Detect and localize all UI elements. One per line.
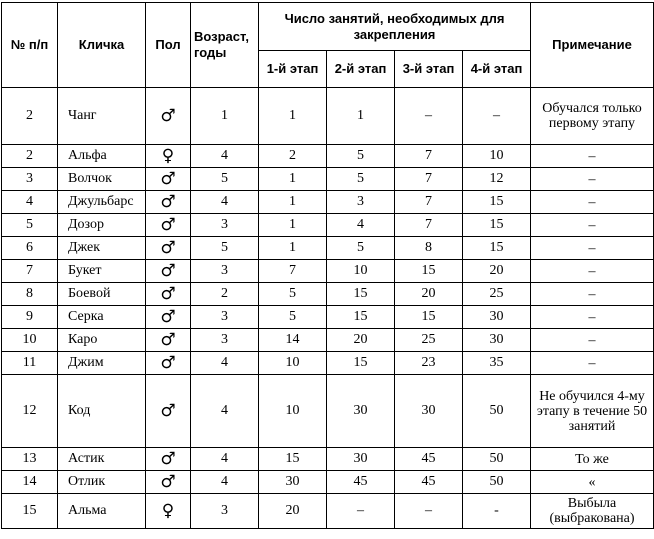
cell-note: То же bbox=[531, 448, 654, 471]
cell-note: – bbox=[531, 306, 654, 329]
cell-num: 7 bbox=[2, 260, 58, 283]
cell-note: – bbox=[531, 168, 654, 191]
cell-s3: 7 bbox=[395, 168, 463, 191]
cell-s2: 10 bbox=[327, 260, 395, 283]
cell-s3: 45 bbox=[395, 471, 463, 494]
header-age: Возраст, годы bbox=[191, 3, 259, 88]
cell-note: – bbox=[531, 260, 654, 283]
cell-name: Альма bbox=[58, 494, 146, 529]
cell-s4: 15 bbox=[463, 214, 531, 237]
cell-name: Джек bbox=[58, 237, 146, 260]
cell-sex: ♂ bbox=[146, 375, 191, 448]
cell-s4: 15 bbox=[463, 237, 531, 260]
cell-s4: 30 bbox=[463, 329, 531, 352]
header-sessions: Число занятий, необходимых для закрепления bbox=[259, 3, 531, 51]
cell-s2: 15 bbox=[327, 306, 395, 329]
cell-s2: 15 bbox=[327, 352, 395, 375]
cell-num: 3 bbox=[2, 168, 58, 191]
header-row-1 bbox=[2, 3, 654, 51]
cell-sex: ♀ bbox=[146, 145, 191, 168]
header-stage2: 2-й этап bbox=[327, 51, 395, 88]
cell-note: « bbox=[531, 471, 654, 494]
cell-num: 15 bbox=[2, 494, 58, 529]
cell-s3: 15 bbox=[395, 260, 463, 283]
cell-name: Каро bbox=[58, 329, 146, 352]
cell-s4: – bbox=[463, 88, 531, 145]
cell-sex: ♂ bbox=[146, 283, 191, 306]
cell-age: 4 bbox=[191, 448, 259, 471]
cell-s3: 7 bbox=[395, 145, 463, 168]
cell-note: – bbox=[531, 191, 654, 214]
cell-note: Выбыла (выбракована) bbox=[531, 494, 654, 529]
cell-s1: 5 bbox=[259, 283, 327, 306]
cell-s1: 2 bbox=[259, 145, 327, 168]
cell-age: 4 bbox=[191, 191, 259, 214]
table-row bbox=[2, 191, 654, 214]
cell-s2: – bbox=[327, 494, 395, 529]
cell-s4: 20 bbox=[463, 260, 531, 283]
cell-age: 5 bbox=[191, 237, 259, 260]
table-body bbox=[2, 88, 654, 529]
cell-note: – bbox=[531, 237, 654, 260]
cell-s2: 5 bbox=[327, 145, 395, 168]
cell-s2: 4 bbox=[327, 214, 395, 237]
cell-s3: 30 bbox=[395, 375, 463, 448]
cell-note: – bbox=[531, 145, 654, 168]
cell-age: 2 bbox=[191, 283, 259, 306]
cell-num: 12 bbox=[2, 375, 58, 448]
cell-age: 4 bbox=[191, 375, 259, 448]
table-row bbox=[2, 237, 654, 260]
cell-num: 9 bbox=[2, 306, 58, 329]
cell-s3: 15 bbox=[395, 306, 463, 329]
cell-age: 3 bbox=[191, 494, 259, 529]
cell-s2: 3 bbox=[327, 191, 395, 214]
cell-s3: 20 bbox=[395, 283, 463, 306]
cell-num: 8 bbox=[2, 283, 58, 306]
header-stage3: 3-й этап bbox=[395, 51, 463, 88]
cell-age: 3 bbox=[191, 260, 259, 283]
cell-num: 4 bbox=[2, 191, 58, 214]
cell-s3: – bbox=[395, 88, 463, 145]
cell-s4: 25 bbox=[463, 283, 531, 306]
cell-s1: 30 bbox=[259, 471, 327, 494]
cell-s3: 7 bbox=[395, 191, 463, 214]
cell-sex: ♂ bbox=[146, 260, 191, 283]
cell-s1: 1 bbox=[259, 168, 327, 191]
cell-note: – bbox=[531, 329, 654, 352]
cell-s2: 1 bbox=[327, 88, 395, 145]
cell-s1: 1 bbox=[259, 214, 327, 237]
cell-sex: ♂ bbox=[146, 352, 191, 375]
cell-note: Не обучился 4-му этапу в течение 50 занятий bbox=[531, 375, 654, 448]
table-row bbox=[2, 306, 654, 329]
cell-s2: 5 bbox=[327, 237, 395, 260]
table-row bbox=[2, 471, 654, 494]
table-row bbox=[2, 283, 654, 306]
cell-s4: 50 bbox=[463, 471, 531, 494]
cell-s1: 10 bbox=[259, 375, 327, 448]
header-note: Примечание bbox=[531, 3, 654, 88]
cell-s3: 45 bbox=[395, 448, 463, 471]
cell-note: – bbox=[531, 283, 654, 306]
cell-age: 4 bbox=[191, 145, 259, 168]
cell-s2: 20 bbox=[327, 329, 395, 352]
cell-name: Дозор bbox=[58, 214, 146, 237]
cell-s2: 15 bbox=[327, 283, 395, 306]
cell-sex: ♂ bbox=[146, 88, 191, 145]
cell-age: 3 bbox=[191, 214, 259, 237]
cell-name: Джульбарс bbox=[58, 191, 146, 214]
cell-s4: 10 bbox=[463, 145, 531, 168]
table-row bbox=[2, 260, 654, 283]
cell-name: Альфа bbox=[58, 145, 146, 168]
table-row bbox=[2, 494, 654, 529]
cell-s1: 5 bbox=[259, 306, 327, 329]
cell-name: Код bbox=[58, 375, 146, 448]
cell-name: Астик bbox=[58, 448, 146, 471]
cell-age: 1 bbox=[191, 88, 259, 145]
cell-name: Чанг bbox=[58, 88, 146, 145]
cell-num: 6 bbox=[2, 237, 58, 260]
cell-s2: 30 bbox=[327, 448, 395, 471]
table-row bbox=[2, 329, 654, 352]
cell-name: Букет bbox=[58, 260, 146, 283]
cell-num: 11 bbox=[2, 352, 58, 375]
table-row bbox=[2, 88, 654, 145]
cell-sex: ♂ bbox=[146, 471, 191, 494]
table-row bbox=[2, 168, 654, 191]
cell-sex: ♂ bbox=[146, 214, 191, 237]
cell-sex: ♂ bbox=[146, 191, 191, 214]
cell-note: – bbox=[531, 352, 654, 375]
cell-s3: 7 bbox=[395, 214, 463, 237]
cell-name: Боевой bbox=[58, 283, 146, 306]
cell-s2: 45 bbox=[327, 471, 395, 494]
cell-note: – bbox=[531, 214, 654, 237]
cell-s1: 7 bbox=[259, 260, 327, 283]
cell-s1: 10 bbox=[259, 352, 327, 375]
table-row bbox=[2, 375, 654, 448]
cell-s3: 8 bbox=[395, 237, 463, 260]
cell-num: 5 bbox=[2, 214, 58, 237]
header-stage1: 1-й этап bbox=[259, 51, 327, 88]
cell-name: Джим bbox=[58, 352, 146, 375]
cell-sex: ♂ bbox=[146, 306, 191, 329]
cell-s1: 20 bbox=[259, 494, 327, 529]
table-row bbox=[2, 214, 654, 237]
table-row bbox=[2, 145, 654, 168]
table-row bbox=[2, 448, 654, 471]
cell-s2: 30 bbox=[327, 375, 395, 448]
training-table bbox=[1, 2, 654, 529]
cell-age: 3 bbox=[191, 306, 259, 329]
cell-s4: 35 bbox=[463, 352, 531, 375]
cell-sex: ♂ bbox=[146, 329, 191, 352]
cell-num: 14 bbox=[2, 471, 58, 494]
cell-s4: 50 bbox=[463, 375, 531, 448]
cell-s3: 25 bbox=[395, 329, 463, 352]
cell-num: 2 bbox=[2, 145, 58, 168]
cell-s4: 15 bbox=[463, 191, 531, 214]
cell-s4: - bbox=[463, 494, 531, 529]
cell-num: 2 bbox=[2, 88, 58, 145]
cell-s4: 12 bbox=[463, 168, 531, 191]
cell-s3: 23 bbox=[395, 352, 463, 375]
cell-num: 10 bbox=[2, 329, 58, 352]
cell-note: Обучался только первому этапу bbox=[531, 88, 654, 145]
cell-age: 5 bbox=[191, 168, 259, 191]
cell-age: 4 bbox=[191, 471, 259, 494]
cell-name: Отлик bbox=[58, 471, 146, 494]
cell-sex: ♂ bbox=[146, 237, 191, 260]
cell-sex: ♀ bbox=[146, 494, 191, 529]
header-stage4: 4-й этап bbox=[463, 51, 531, 88]
cell-num: 13 bbox=[2, 448, 58, 471]
header-sex: Пол bbox=[146, 3, 191, 88]
cell-s3: – bbox=[395, 494, 463, 529]
cell-s1: 15 bbox=[259, 448, 327, 471]
cell-sex: ♂ bbox=[146, 448, 191, 471]
cell-age: 3 bbox=[191, 329, 259, 352]
cell-age: 4 bbox=[191, 352, 259, 375]
cell-name: Волчок bbox=[58, 168, 146, 191]
cell-sex: ♂ bbox=[146, 168, 191, 191]
cell-name: Серка bbox=[58, 306, 146, 329]
cell-s1: 1 bbox=[259, 191, 327, 214]
cell-s4: 30 bbox=[463, 306, 531, 329]
cell-s4: 50 bbox=[463, 448, 531, 471]
cell-s2: 5 bbox=[327, 168, 395, 191]
header-num: № п/п bbox=[2, 3, 58, 88]
cell-s1: 1 bbox=[259, 88, 327, 145]
cell-s1: 14 bbox=[259, 329, 327, 352]
header-name: Кличка bbox=[58, 3, 146, 88]
table-row bbox=[2, 352, 654, 375]
cell-s1: 1 bbox=[259, 237, 327, 260]
